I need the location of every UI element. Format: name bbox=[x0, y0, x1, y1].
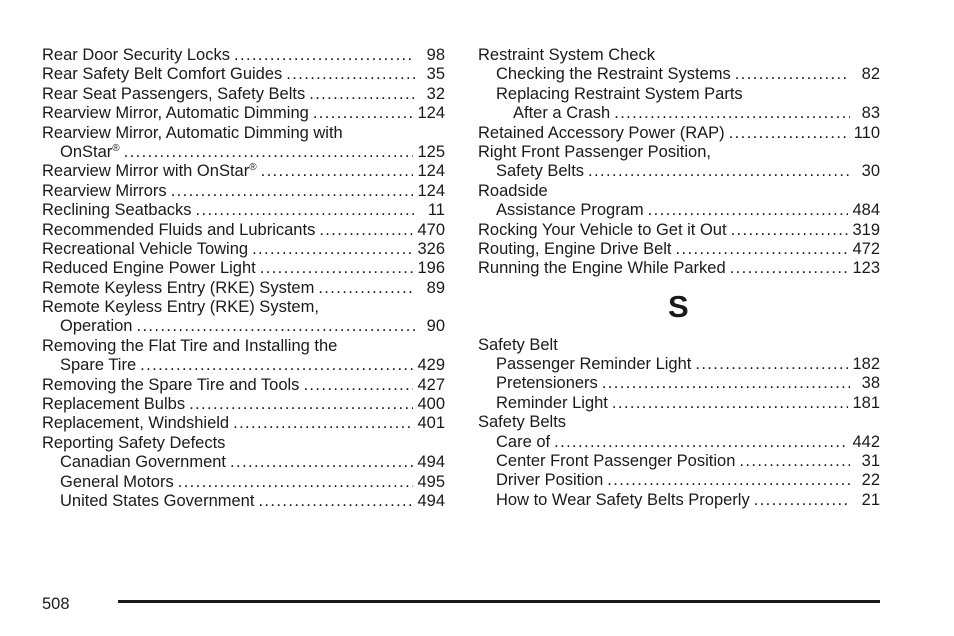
index-entry bbox=[42, 317, 445, 336]
entry-text: Recreational Vehicle Towing bbox=[42, 239, 249, 258]
dot-leader bbox=[554, 433, 848, 452]
index-entry bbox=[478, 46, 880, 65]
entry-page: 319 bbox=[852, 220, 880, 239]
index-entry bbox=[42, 143, 445, 162]
entry-page: 442 bbox=[852, 432, 880, 451]
index-entry bbox=[42, 298, 445, 317]
entry-page: 90 bbox=[426, 317, 445, 336]
dot-leader bbox=[319, 221, 413, 240]
entry-page: 429 bbox=[417, 356, 445, 375]
entry-page: 494 bbox=[417, 453, 445, 472]
index-entry bbox=[42, 279, 445, 298]
entry-text: Rearview Mirror, Automatic Dimming bbox=[42, 104, 309, 123]
entry-text: United States Government bbox=[60, 491, 255, 510]
entry-page: 181 bbox=[852, 393, 880, 412]
index-entry bbox=[42, 395, 445, 414]
index-entry bbox=[478, 471, 880, 490]
entry-page: 38 bbox=[861, 374, 880, 393]
entry-text: General Motors bbox=[60, 472, 174, 491]
entry-page: 21 bbox=[861, 490, 880, 509]
index-entry bbox=[42, 414, 445, 433]
entry-page: 98 bbox=[426, 46, 445, 64]
entry-text: Reduced Engine Power Light bbox=[42, 259, 256, 278]
entry-text: Passenger Reminder Light bbox=[496, 355, 692, 374]
index-entry bbox=[478, 182, 880, 201]
index-entry bbox=[478, 491, 880, 510]
index-entry bbox=[42, 434, 445, 453]
dot-leader bbox=[261, 162, 414, 181]
entry-text: Rocking Your Vehicle to Get it Out bbox=[478, 220, 727, 239]
dot-leader bbox=[136, 317, 415, 336]
dot-leader bbox=[286, 65, 415, 84]
entry-text: Recommended Fluids and Lubricants bbox=[42, 220, 316, 239]
index-entry bbox=[478, 124, 880, 143]
index-entry bbox=[42, 162, 445, 181]
index-entry bbox=[478, 394, 880, 413]
dot-leader bbox=[309, 85, 415, 104]
index-entry bbox=[42, 201, 445, 220]
index-entry bbox=[478, 355, 880, 374]
index-entry bbox=[478, 374, 880, 393]
entry-text: Removing the Flat Tire and Installing the bbox=[42, 336, 338, 355]
index-entry bbox=[478, 104, 880, 123]
entry-text: Rear Safety Belt Comfort Guides bbox=[42, 65, 283, 84]
index-entry bbox=[478, 336, 880, 355]
index-entry bbox=[478, 65, 880, 84]
entry-page: 35 bbox=[426, 65, 445, 84]
index-entry bbox=[42, 473, 445, 492]
entry-page: 494 bbox=[417, 491, 445, 510]
entry-text: After a Crash bbox=[513, 104, 611, 123]
entry-page: 182 bbox=[852, 355, 880, 374]
index-entry bbox=[42, 240, 445, 259]
entry-text: Rearview Mirror with OnStar® bbox=[42, 162, 257, 181]
dot-leader bbox=[189, 395, 413, 414]
entry-text: Rear Seat Passengers, Safety Belts bbox=[42, 84, 306, 103]
registered-mark: ® bbox=[249, 162, 257, 174]
dot-leader bbox=[140, 356, 413, 375]
index-entry bbox=[478, 433, 880, 452]
index-entry bbox=[42, 453, 445, 472]
entry-page: 124 bbox=[417, 162, 445, 181]
entry-page: 401 bbox=[417, 414, 445, 433]
entry-page: 110 bbox=[853, 123, 880, 142]
entry-text: OnStar® bbox=[60, 142, 120, 161]
entry-text: Assistance Program bbox=[496, 201, 644, 220]
index-column-right bbox=[478, 46, 880, 510]
entry-text: Remote Keyless Entry (RKE) System, bbox=[42, 298, 319, 317]
entry-text: Reporting Safety Defects bbox=[42, 433, 226, 452]
entry-text: Rearview Mirrors bbox=[42, 181, 167, 200]
entry-page: 495 bbox=[417, 472, 445, 491]
index-entry bbox=[478, 162, 880, 181]
index-entry bbox=[478, 259, 880, 278]
index-entry bbox=[42, 337, 445, 356]
entry-page: 326 bbox=[417, 239, 445, 258]
dot-leader bbox=[676, 240, 849, 259]
dot-leader bbox=[739, 452, 850, 471]
index-entry bbox=[42, 85, 445, 104]
entry-text: Removing the Spare Tire and Tools bbox=[42, 375, 300, 394]
dot-leader bbox=[258, 492, 413, 511]
entry-page: 472 bbox=[852, 239, 880, 258]
index-entry bbox=[478, 452, 880, 471]
dot-leader bbox=[230, 453, 413, 472]
entry-page: 400 bbox=[417, 395, 445, 414]
entry-text: Canadian Government bbox=[60, 453, 227, 472]
entry-text: Center Front Passenger Position bbox=[496, 452, 736, 471]
dot-leader bbox=[313, 104, 414, 123]
entry-text: Replacing Restraint System Parts bbox=[496, 84, 743, 103]
entry-page: 123 bbox=[852, 259, 880, 278]
dot-leader bbox=[588, 162, 850, 181]
dot-leader bbox=[735, 65, 850, 84]
index-entry bbox=[42, 182, 445, 201]
entry-page: 83 bbox=[861, 104, 880, 123]
entry-page: 22 bbox=[861, 471, 880, 490]
entry-page: 484 bbox=[852, 201, 880, 220]
dot-leader bbox=[303, 376, 413, 395]
index-entry bbox=[42, 46, 445, 65]
entry-page: 470 bbox=[417, 220, 445, 239]
dot-leader bbox=[648, 201, 849, 220]
dot-leader bbox=[602, 374, 850, 393]
index-entry bbox=[42, 259, 445, 278]
entry-text: Rear Door Security Locks bbox=[42, 46, 230, 64]
dot-leader bbox=[731, 221, 849, 240]
entry-text: Restraint System Check bbox=[478, 46, 655, 64]
index-entry bbox=[42, 492, 445, 511]
index-entry bbox=[478, 413, 880, 432]
entry-text: Safety Belt bbox=[478, 335, 558, 354]
index-entry bbox=[42, 65, 445, 84]
dot-leader bbox=[695, 355, 848, 374]
index-entry bbox=[42, 104, 445, 123]
index-entry bbox=[42, 221, 445, 240]
section-letter: S bbox=[668, 288, 689, 324]
entry-text: Routing, Engine Drive Belt bbox=[478, 239, 672, 258]
index-entry bbox=[42, 124, 445, 143]
entry-page: 196 bbox=[417, 259, 445, 278]
entry-page: 124 bbox=[417, 181, 445, 200]
index-entry bbox=[478, 143, 880, 162]
index-entry bbox=[478, 240, 880, 259]
index-entry bbox=[478, 221, 880, 240]
entry-text: Right Front Passenger Position, bbox=[478, 142, 711, 161]
dot-leader bbox=[233, 414, 413, 433]
dot-leader bbox=[612, 394, 849, 413]
entry-text: Reminder Light bbox=[496, 393, 608, 412]
entry-text: Operation bbox=[60, 317, 133, 336]
dot-leader bbox=[260, 259, 414, 278]
entry-text: Driver Position bbox=[496, 471, 604, 490]
entry-text: Care of bbox=[496, 432, 551, 451]
entry-page: 30 bbox=[861, 162, 880, 181]
dot-leader bbox=[234, 46, 415, 65]
entry-page: 31 bbox=[861, 452, 880, 471]
index-entry bbox=[42, 376, 445, 395]
entry-page: 32 bbox=[426, 84, 445, 103]
footer-rule bbox=[118, 600, 880, 603]
entry-text: Reclining Seatbacks bbox=[42, 201, 192, 220]
registered-mark: ® bbox=[112, 142, 120, 154]
entry-text: Safety Belts bbox=[478, 413, 567, 432]
dot-leader bbox=[607, 471, 850, 490]
entry-page: 427 bbox=[417, 375, 445, 394]
dot-leader bbox=[252, 240, 413, 259]
entry-page: 124 bbox=[417, 104, 445, 123]
entry-text: Remote Keyless Entry (RKE) System bbox=[42, 278, 315, 297]
index-entry bbox=[478, 201, 880, 220]
dot-leader bbox=[318, 279, 415, 298]
entry-text: Spare Tire bbox=[60, 356, 137, 375]
index-entry bbox=[42, 356, 445, 375]
index-column-left bbox=[42, 46, 445, 511]
page-number: 508 bbox=[42, 595, 70, 613]
dot-leader bbox=[196, 201, 416, 220]
dot-leader bbox=[171, 182, 414, 201]
dot-leader bbox=[124, 143, 414, 162]
entry-text: How to Wear Safety Belts Properly bbox=[496, 490, 750, 509]
entry-text: Pretensioners bbox=[496, 374, 598, 393]
index-entry bbox=[478, 85, 880, 104]
entry-text: Roadside bbox=[478, 181, 548, 200]
entry-text: Running the Engine While Parked bbox=[478, 259, 726, 278]
dot-leader bbox=[754, 491, 850, 510]
entry-text: Replacement, Windshield bbox=[42, 414, 230, 433]
dot-leader bbox=[730, 259, 849, 278]
entry-page: 82 bbox=[861, 65, 880, 84]
entry-text: Safety Belts bbox=[496, 162, 585, 181]
dot-leader bbox=[614, 104, 850, 123]
entry-text: Replacement Bulbs bbox=[42, 395, 186, 414]
entry-text: Retained Accessory Power (RAP) bbox=[478, 123, 725, 142]
entry-text: Checking the Restraint Systems bbox=[496, 65, 731, 84]
dot-leader bbox=[178, 473, 414, 492]
entry-page: 125 bbox=[417, 142, 445, 161]
entry-page: 89 bbox=[426, 278, 445, 297]
entry-page: 11 bbox=[427, 201, 445, 220]
dot-leader bbox=[729, 124, 850, 143]
entry-text: Rearview Mirror, Automatic Dimming with bbox=[42, 123, 343, 142]
